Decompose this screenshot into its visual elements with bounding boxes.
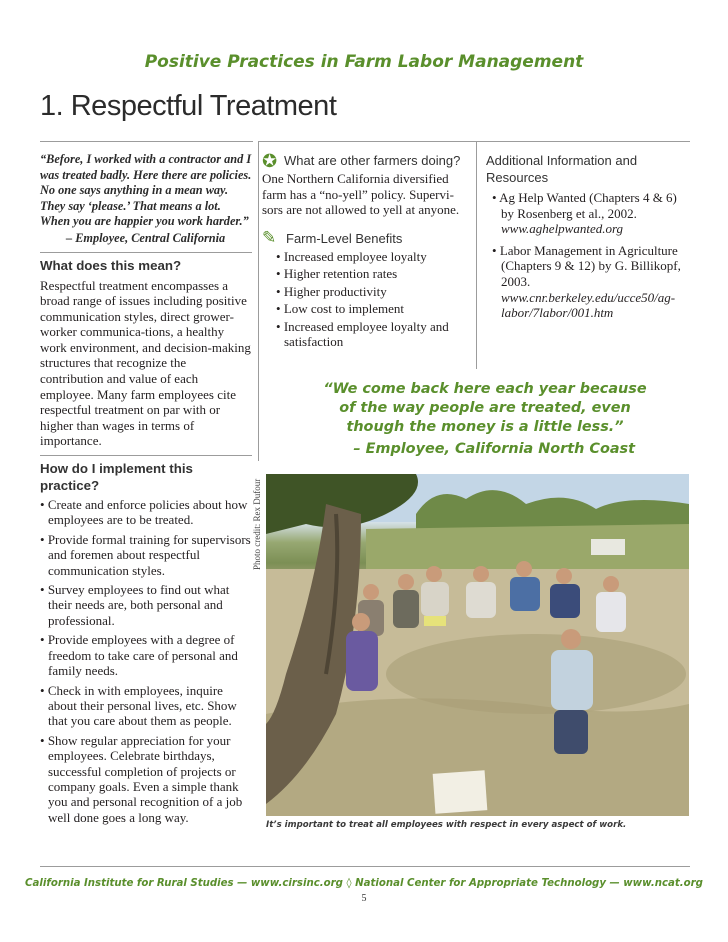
left-column — [40, 152, 252, 829]
column-divider — [476, 141, 477, 369]
others-heading — [262, 152, 474, 169]
star-icon: ✪ — [262, 150, 278, 171]
implement-list — [40, 497, 252, 825]
list-item: • Higher productivity — [276, 284, 474, 300]
resource-text: Labor Management in Agriculture (Chapters 9 & 12) by G. Billikopf, 2003. — [499, 242, 681, 289]
list-item: • Provide employees with a degree of freedom to take care of personal and family needs. — [40, 632, 252, 678]
divider — [40, 252, 252, 253]
list-item: • Increased employee loyalty and satisfaction — [276, 319, 474, 350]
photo — [266, 474, 689, 816]
list-item — [492, 190, 684, 237]
resource-link[interactable]: www.cnr.berkeley.edu/ucce50/ag-labor/7labor/001.htm — [501, 289, 676, 321]
meaning-text: Respectful treatment encompasses a broad range of issues including positive communication styles, direct grower-worker communica-tions, a healthy work environment, and decision-making structures that recognize the contribution and value of each employee. Many farm employees cite respectful treatment on par with or higher than wages in terms of importance. — [40, 277, 251, 449]
divider — [40, 455, 252, 456]
employee-quote: “Before, I worked with a contractor and I was treated badly. Here there are policies. No one says anything in a mean way. They say ‘please.’ That means a lot. When you are happier you work harder.” — [40, 152, 252, 228]
benefits-heading-label: Farm-Level Benefits — [286, 230, 403, 246]
list-item — [492, 243, 684, 321]
benefits-list — [262, 249, 474, 351]
photo-caption: It’s important to treat all employees with respect in every aspect of work. — [266, 820, 627, 830]
list-item: • Check in with employees, inquire about their personal lives, etc. Show that you care about them as people. — [40, 683, 252, 729]
list-item: • Create and enforce policies about how employees are to be treated. — [40, 497, 252, 528]
photo-illustration — [266, 474, 689, 816]
list-item: • Survey employees to find out what their needs are, both personal and professional. — [40, 582, 252, 628]
meaning-heading: What does this mean? — [40, 257, 182, 273]
pull-quote: “We come back here each year because of the way people are treated, even though the money is a little less.” — [323, 381, 647, 435]
list-item: • Higher retention rates — [276, 266, 474, 282]
resources-list — [484, 190, 684, 321]
middle-column — [262, 152, 474, 352]
section-title: 1. Respectful Treatment — [40, 90, 337, 122]
running-title: Positive Practices in Farm Labor Management — [144, 52, 584, 72]
column-divider — [258, 141, 259, 461]
resource-link[interactable]: www.aghelpwanted.org — [501, 221, 624, 237]
resource-text: Ag Help Wanted (Chapters 4 & 6) by Rosenberg et al., 2002. — [499, 190, 677, 221]
divider — [40, 141, 253, 142]
pull-quote-attribution: – Employee, California North Coast — [353, 441, 635, 457]
page-number: 5 — [361, 893, 367, 904]
list-item: • Increased employee loyalty — [276, 249, 474, 265]
list-item: • Show regular appreciation for your employees. Celebrate birthdays, successful completion of projects or company goals. Even a simple thank you and personal recognition of a job well done goes a long way. — [40, 733, 252, 825]
list-item: • Provide formal training for supervisors and foremen about respectful communication styles. — [40, 532, 252, 578]
benefits-heading — [262, 230, 474, 247]
right-column — [484, 152, 684, 327]
pencil-icon: ✎ — [262, 228, 277, 247]
others-heading-label: What are other farmers doing? — [284, 153, 461, 168]
photo-credit: Photo credit: Rex Dufour — [252, 478, 262, 570]
list-item: • Low cost to implement — [276, 301, 474, 317]
divider — [258, 141, 690, 142]
implement-heading: How do I implement this practice? — [40, 461, 193, 494]
others-text: One Northern California diversified farm has a “no-yell” policy. Supervi-sors are not allowed to yell at anyone. — [262, 171, 460, 217]
footer-text: California Institute for Rural Studies — www.cirsinc.org ◊ National Center for Appropriate Technology — www.ncat.org — [25, 878, 703, 889]
footer-divider — [40, 866, 690, 867]
resources-heading: Additional Information and Resources — [486, 153, 638, 185]
employee-quote-attribution: – Employee, Central California — [66, 230, 226, 245]
